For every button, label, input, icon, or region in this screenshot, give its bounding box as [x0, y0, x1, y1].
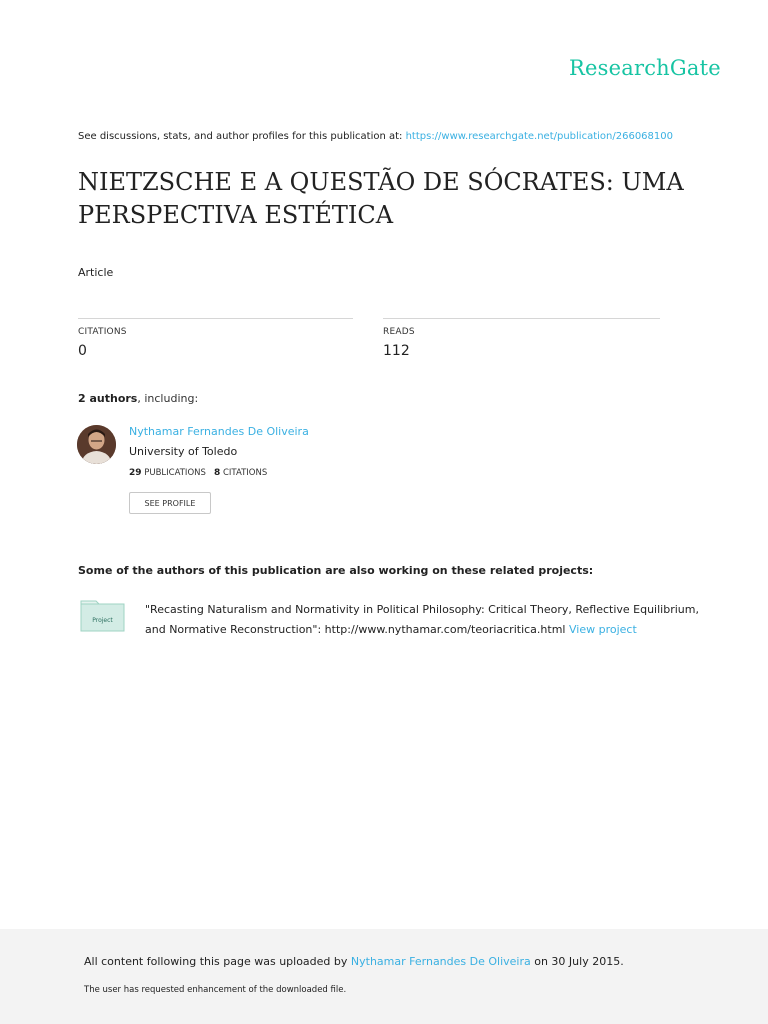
publication-url-link[interactable]: https://www.researchgate.net/publication/266068100 — [405, 131, 673, 142]
title-line-2: PERSPECTIVA ESTÉTICA — [78, 201, 394, 229]
authors-summary — [78, 392, 198, 405]
researchgate-logo[interactable]: ResearchGate — [569, 56, 721, 80]
reads-divider — [383, 318, 660, 319]
author-stats — [129, 468, 267, 478]
upload-prefix: All content following this page was uploaded by — [84, 955, 351, 968]
title-line-1: NIETZSCHE E A QUESTÃO DE SÓCRATES: UMA — [78, 168, 684, 196]
folder-icon — [80, 599, 125, 632]
uploader-link[interactable]: Nythamar Fernandes De Oliveira — [350, 955, 531, 968]
reads-label: READS — [383, 327, 415, 337]
author-citations-count: 8 — [214, 468, 221, 478]
related-projects-heading: Some of the authors of this publication are also working on these related projects: — [78, 564, 594, 577]
author-citations-label: CITATIONS — [222, 468, 268, 478]
view-project-link[interactable]: View project — [568, 623, 637, 636]
author-avatar[interactable] — [77, 425, 116, 464]
publication-type: Article — [78, 266, 114, 279]
enhancement-note: The user has requested enhancement of the downloaded file. — [84, 985, 347, 995]
reads-count: 112 — [383, 343, 410, 359]
project-text-line-1: "Recasting Naturalism and Normativity in Political Philosophy: Critical Theory, Reflective Equilibrium, — [145, 603, 699, 616]
publication-title — [78, 166, 718, 232]
see-profile-button[interactable]: SEE PROFILE — [129, 492, 211, 514]
author-name-link[interactable]: Nythamar Fernandes De Oliveira — [129, 425, 309, 438]
project-folder-icon — [80, 599, 125, 632]
citations-divider — [78, 318, 353, 319]
project-text-line-2 — [145, 620, 705, 640]
project-icon-label: Project — [92, 617, 113, 624]
author-publications-label: PUBLICATIONS — [144, 468, 206, 478]
discussions-text: See discussions, stats, and author profiles for this publication at: — [78, 131, 406, 142]
citations-label: CITATIONS — [78, 327, 127, 337]
upload-notice — [84, 955, 624, 968]
author-publications-count: 29 — [129, 468, 142, 478]
author-institution: University of Toledo — [129, 445, 238, 458]
discussions-line — [78, 131, 673, 142]
footer-panel — [0, 929, 768, 1024]
authors-count: 2 authors — [78, 392, 138, 405]
upload-suffix: on 30 July 2015. — [530, 955, 624, 968]
citations-count: 0 — [78, 343, 87, 359]
avatar-portrait-icon — [77, 425, 116, 464]
authors-including: , including: — [137, 392, 199, 405]
project-description — [145, 600, 705, 640]
project-text-line-2-body: and Normative Reconstruction": http://www.nythamar.com/teoriacritica.html — [145, 623, 569, 636]
